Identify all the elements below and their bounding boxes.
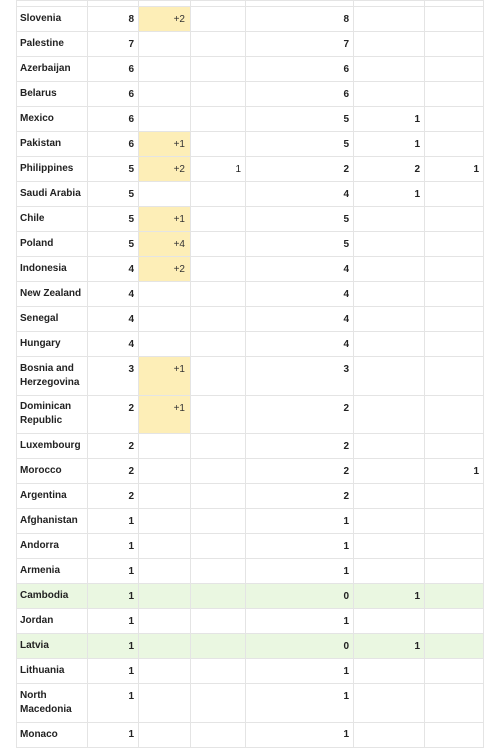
- table-row: [17, 584, 484, 609]
- table-row: [17, 157, 484, 182]
- total-cell: 2: [88, 459, 139, 484]
- table-row: [17, 207, 484, 232]
- table-row: [17, 459, 484, 484]
- value-cell-c: [354, 722, 425, 747]
- value-cell-d: [425, 609, 484, 634]
- total-cell: 7: [88, 32, 139, 57]
- value-cell-d: 1: [425, 459, 484, 484]
- value-cell-b: 1: [246, 659, 354, 684]
- value-cell-a: [191, 559, 246, 584]
- value-cell-a: [191, 634, 246, 659]
- change-cell: [139, 659, 191, 684]
- value-cell-c: [354, 609, 425, 634]
- value-cell-b: 8: [246, 7, 354, 32]
- table-row: [17, 395, 484, 434]
- value-cell-d: [425, 659, 484, 684]
- value-cell-a: [191, 509, 246, 534]
- total-cell: 6: [88, 82, 139, 107]
- country-cell: Afghanistan: [17, 509, 88, 534]
- change-cell: +1: [139, 132, 191, 157]
- country-cell: Belarus: [17, 82, 88, 107]
- value-cell-a: [191, 357, 246, 396]
- value-cell-d: [425, 634, 484, 659]
- value-cell-d: [425, 357, 484, 396]
- total-cell: 1: [88, 584, 139, 609]
- value-cell-b: 2: [246, 459, 354, 484]
- country-cell: Bosnia and Herzegovina: [17, 357, 88, 396]
- total-cell: 2: [88, 395, 139, 434]
- country-cases-table: [16, 0, 484, 748]
- value-cell-a: [191, 257, 246, 282]
- value-cell-a: [191, 57, 246, 82]
- table-row: [17, 609, 484, 634]
- table-row: [17, 82, 484, 107]
- table-row: [17, 257, 484, 282]
- country-cell: Chile: [17, 207, 88, 232]
- value-cell-a: [191, 684, 246, 723]
- value-cell-c: 1: [354, 107, 425, 132]
- value-cell-c: [354, 307, 425, 332]
- change-cell: [139, 584, 191, 609]
- change-cell: [139, 332, 191, 357]
- value-cell-c: 1: [354, 132, 425, 157]
- change-cell: [139, 634, 191, 659]
- value-cell-d: 1: [425, 157, 484, 182]
- table-row: [17, 307, 484, 332]
- table-row: [17, 684, 484, 723]
- value-cell-b: 2: [246, 395, 354, 434]
- value-cell-a: [191, 132, 246, 157]
- country-cell: Andorra: [17, 534, 88, 559]
- value-cell-b: 1: [246, 559, 354, 584]
- value-cell-c: [354, 7, 425, 32]
- value-cell-d: [425, 207, 484, 232]
- value-cell-a: [191, 395, 246, 434]
- value-cell-d: [425, 307, 484, 332]
- value-cell-b: 4: [246, 282, 354, 307]
- change-cell: [139, 559, 191, 584]
- value-cell-a: [191, 584, 246, 609]
- table-row: [17, 182, 484, 207]
- value-cell-c: [354, 357, 425, 396]
- value-cell-a: [191, 434, 246, 459]
- value-cell-c: [354, 332, 425, 357]
- country-cell: Luxembourg: [17, 434, 88, 459]
- total-cell: 5: [88, 157, 139, 182]
- value-cell-a: [191, 107, 246, 132]
- country-cases-table-wrapper: [16, 0, 483, 748]
- value-cell-b: 1: [246, 509, 354, 534]
- country-cell: Poland: [17, 232, 88, 257]
- value-cell-b: 4: [246, 307, 354, 332]
- value-cell-b: 5: [246, 132, 354, 157]
- value-cell-d: [425, 509, 484, 534]
- total-cell: 2: [88, 434, 139, 459]
- value-cell-c: [354, 559, 425, 584]
- value-cell-a: [191, 232, 246, 257]
- change-cell: [139, 282, 191, 307]
- change-cell: +1: [139, 395, 191, 434]
- total-cell: 6: [88, 132, 139, 157]
- country-cell: North Macedonia: [17, 684, 88, 723]
- total-cell: 1: [88, 684, 139, 723]
- value-cell-d: [425, 107, 484, 132]
- change-cell: +4: [139, 232, 191, 257]
- value-cell-a: [191, 7, 246, 32]
- value-cell-b: 1: [246, 609, 354, 634]
- value-cell-d: [425, 232, 484, 257]
- value-cell-d: [425, 7, 484, 32]
- country-cell: Senegal: [17, 307, 88, 332]
- value-cell-a: [191, 459, 246, 484]
- value-cell-c: [354, 257, 425, 282]
- total-cell: 4: [88, 257, 139, 282]
- value-cell-b: 2: [246, 434, 354, 459]
- table-row: [17, 559, 484, 584]
- value-cell-d: [425, 82, 484, 107]
- change-cell: +1: [139, 357, 191, 396]
- country-cell: Cambodia: [17, 584, 88, 609]
- country-cell: Latvia: [17, 634, 88, 659]
- change-cell: [139, 32, 191, 57]
- change-cell: [139, 484, 191, 509]
- country-cell: Hungary: [17, 332, 88, 357]
- value-cell-b: 4: [246, 257, 354, 282]
- country-cell: Azerbaijan: [17, 57, 88, 82]
- change-cell: [139, 82, 191, 107]
- value-cell-c: [354, 684, 425, 723]
- change-cell: [139, 609, 191, 634]
- change-cell: [139, 722, 191, 747]
- table-row: [17, 57, 484, 82]
- value-cell-c: 2: [354, 157, 425, 182]
- value-cell-a: [191, 484, 246, 509]
- value-cell-b: 5: [246, 107, 354, 132]
- change-cell: +2: [139, 7, 191, 32]
- value-cell-a: [191, 32, 246, 57]
- value-cell-c: [354, 207, 425, 232]
- total-cell: 1: [88, 509, 139, 534]
- country-cell: New Zealand: [17, 282, 88, 307]
- value-cell-a: [191, 332, 246, 357]
- value-cell-c: [354, 395, 425, 434]
- value-cell-a: [191, 307, 246, 332]
- country-cell: Morocco: [17, 459, 88, 484]
- value-cell-d: [425, 534, 484, 559]
- value-cell-d: [425, 684, 484, 723]
- value-cell-b: 5: [246, 232, 354, 257]
- value-cell-c: [354, 484, 425, 509]
- value-cell-a: [191, 182, 246, 207]
- value-cell-d: [425, 332, 484, 357]
- country-cell: Lithuania: [17, 659, 88, 684]
- country-cell: Argentina: [17, 484, 88, 509]
- table-row: [17, 722, 484, 747]
- country-cell: Jordan: [17, 609, 88, 634]
- country-cell: Indonesia: [17, 257, 88, 282]
- country-cell: Monaco: [17, 722, 88, 747]
- change-cell: +2: [139, 157, 191, 182]
- table-row: [17, 634, 484, 659]
- value-cell-d: [425, 559, 484, 584]
- value-cell-b: 2: [246, 484, 354, 509]
- total-cell: 8: [88, 7, 139, 32]
- change-cell: [139, 434, 191, 459]
- total-cell: 3: [88, 357, 139, 396]
- value-cell-a: [191, 722, 246, 747]
- value-cell-b: 4: [246, 182, 354, 207]
- total-cell: 6: [88, 57, 139, 82]
- country-cell: Dominican Republic: [17, 395, 88, 434]
- country-cell: Pakistan: [17, 132, 88, 157]
- total-cell: 4: [88, 307, 139, 332]
- value-cell-c: 1: [354, 584, 425, 609]
- change-cell: +1: [139, 207, 191, 232]
- table-row: [17, 357, 484, 396]
- value-cell-b: 2: [246, 157, 354, 182]
- value-cell-c: [354, 509, 425, 534]
- value-cell-d: [425, 132, 484, 157]
- value-cell-c: [354, 659, 425, 684]
- value-cell-b: 1: [246, 722, 354, 747]
- change-cell: [139, 509, 191, 534]
- value-cell-d: [425, 434, 484, 459]
- total-cell: 1: [88, 559, 139, 584]
- value-cell-c: [354, 32, 425, 57]
- total-cell: 5: [88, 232, 139, 257]
- value-cell-b: 0: [246, 634, 354, 659]
- change-cell: [139, 684, 191, 723]
- total-cell: 4: [88, 332, 139, 357]
- value-cell-a: [191, 82, 246, 107]
- total-cell: 2: [88, 484, 139, 509]
- value-cell-c: [354, 534, 425, 559]
- change-cell: [139, 182, 191, 207]
- country-cell: Palestine: [17, 32, 88, 57]
- total-cell: 5: [88, 207, 139, 232]
- value-cell-d: [425, 282, 484, 307]
- total-cell: 6: [88, 107, 139, 132]
- change-cell: [139, 307, 191, 332]
- change-cell: [139, 534, 191, 559]
- table-row: [17, 332, 484, 357]
- value-cell-b: 1: [246, 534, 354, 559]
- table-row: [17, 7, 484, 32]
- value-cell-b: 0: [246, 584, 354, 609]
- country-cell: Philippines: [17, 157, 88, 182]
- table-body: [17, 1, 484, 748]
- country-cell: Armenia: [17, 559, 88, 584]
- value-cell-b: 6: [246, 57, 354, 82]
- table-row: [17, 509, 484, 534]
- table-row: [17, 534, 484, 559]
- value-cell-d: [425, 257, 484, 282]
- change-cell: [139, 107, 191, 132]
- value-cell-a: 1: [191, 157, 246, 182]
- value-cell-d: [425, 584, 484, 609]
- value-cell-b: 7: [246, 32, 354, 57]
- value-cell-b: 5: [246, 207, 354, 232]
- value-cell-d: [425, 32, 484, 57]
- value-cell-a: [191, 609, 246, 634]
- total-cell: 5: [88, 182, 139, 207]
- value-cell-c: [354, 57, 425, 82]
- value-cell-d: [425, 57, 484, 82]
- total-cell: 1: [88, 634, 139, 659]
- total-cell: 1: [88, 659, 139, 684]
- value-cell-b: 6: [246, 82, 354, 107]
- value-cell-c: 1: [354, 634, 425, 659]
- value-cell-b: 1: [246, 684, 354, 723]
- country-cell: Mexico: [17, 107, 88, 132]
- table-row: [17, 232, 484, 257]
- value-cell-d: [425, 484, 484, 509]
- change-cell: [139, 459, 191, 484]
- value-cell-b: 4: [246, 332, 354, 357]
- value-cell-c: [354, 459, 425, 484]
- value-cell-c: [354, 82, 425, 107]
- total-cell: 4: [88, 282, 139, 307]
- table-row: [17, 132, 484, 157]
- value-cell-b: 3: [246, 357, 354, 396]
- table-row: [17, 107, 484, 132]
- value-cell-a: [191, 534, 246, 559]
- change-cell: +2: [139, 257, 191, 282]
- total-cell: 1: [88, 534, 139, 559]
- total-cell: 1: [88, 609, 139, 634]
- value-cell-d: [425, 722, 484, 747]
- value-cell-d: [425, 395, 484, 434]
- value-cell-c: 1: [354, 182, 425, 207]
- total-cell: 1: [88, 722, 139, 747]
- table-row: [17, 659, 484, 684]
- table-row: [17, 282, 484, 307]
- country-cell: Slovenia: [17, 7, 88, 32]
- value-cell-c: [354, 232, 425, 257]
- value-cell-a: [191, 207, 246, 232]
- country-cell: Saudi Arabia: [17, 182, 88, 207]
- table-row: [17, 484, 484, 509]
- value-cell-c: [354, 282, 425, 307]
- value-cell-c: [354, 434, 425, 459]
- value-cell-a: [191, 282, 246, 307]
- table-row: [17, 434, 484, 459]
- value-cell-a: [191, 659, 246, 684]
- value-cell-d: [425, 182, 484, 207]
- change-cell: [139, 57, 191, 82]
- table-row: [17, 32, 484, 57]
